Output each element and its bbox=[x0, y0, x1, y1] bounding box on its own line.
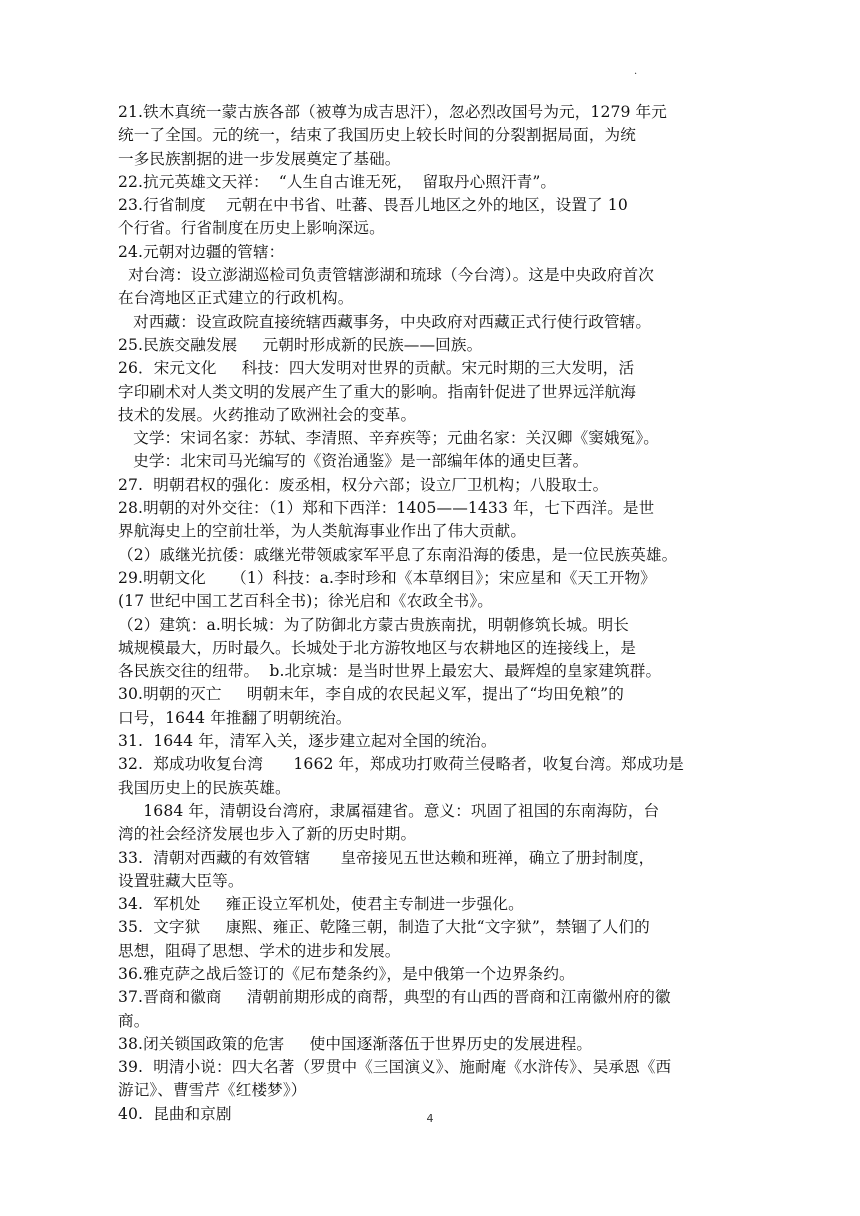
text-line: 对西藏：设宣政院直接统辖西藏事务，中央政府对西藏正式行使行政管辖。 bbox=[118, 312, 652, 331]
text-line: (17 世纪中国工艺百科全书)；徐光启和《农政全书》。 bbox=[118, 592, 493, 611]
text-line: 24.元朝对边疆的管辖： bbox=[118, 242, 285, 261]
text-line: 湾的社会经济发展也步入了新的历史时期。 bbox=[118, 825, 417, 844]
text-line: 28.明朝的对外交往：（1）郑和下西洋：1405——1433 年，七下西洋。是世 bbox=[118, 499, 655, 518]
page-body bbox=[118, 101, 744, 1126]
text-line: 29.明朝文化 （1）科技：a.李时珍和《本草纲目》；宋应星和《天工开物》 bbox=[118, 568, 656, 587]
text-line: 文学：宋词名家：苏轼、李清照、辛弃疾等；元曲名家：关汉卿《窦娥冤》。 bbox=[118, 429, 659, 448]
text-line: 32. 郑成功收复台湾 1662 年，郑成功打败荷兰侵略者，收复台湾。郑成功是 bbox=[118, 755, 684, 774]
text-line: 对台湾：设立澎湖巡检司负责管辖澎湖和琉球（今台湾）。这是中央政府首次 bbox=[118, 266, 654, 285]
text-line: 33. 清朝对西藏的有效管辖 皇帝接见五世达赖和班禅，确立了册封制度， bbox=[118, 848, 655, 867]
text-line: 游记》、曹雪芹《红楼梦》） bbox=[118, 1081, 307, 1100]
text-line: 38.闭关锁国政策的危害 使中国逐渐落伍于世界历史的发展进程。 bbox=[118, 1034, 593, 1053]
text-line: 21.铁木真统一蒙古族各部（被尊为成吉思汗），忽必烈改国号为元，1279 年元 bbox=[118, 103, 667, 121]
text-line: 界航海史上的空前壮举，为人类航海事业作出了伟大贡献。 bbox=[118, 522, 527, 541]
text-line: 39. 明清小说：四大名著（罗贯中《三国演义》、施耐庵《水浒传》、吴承恩《西 bbox=[118, 1058, 672, 1077]
text-line: 个行省。行省制度在历史上影响深远。 bbox=[118, 219, 385, 238]
text-line: 各民族交往的纽带。 b.北京城：是当时世界上最宏大、最辉煌的皇家建筑群。 bbox=[118, 662, 662, 681]
page-number: 4 bbox=[426, 1112, 434, 1125]
text-line: 22.抗元英雄文天祥： “人生自古谁无死， 留取丹心照汗青”。 bbox=[118, 172, 557, 191]
text-line: （2）建筑：a.明长城：为了防御北方蒙古贵族南扰，明朝修筑长城。明长 bbox=[118, 615, 629, 634]
text-line: 一多民族割据的进一步发展奠定了基础。 bbox=[118, 149, 401, 168]
text-line: 23.行省制度 元朝在中书省、吐蕃、畏吾儿地区之外的地区，设置了 10 bbox=[118, 196, 628, 215]
text-line: 口号，1644 年推翻了明朝统治。 bbox=[118, 708, 352, 727]
text-line: 30.明朝的灭亡 明朝末年，李自成的农民起义军，提出了“均田免粮”的 bbox=[118, 685, 624, 704]
text-line: 设置驻藏大臣等。 bbox=[118, 871, 244, 890]
text-line: 史学：北宋司马光编写的《资治通鉴》是一部编年体的通史巨著。 bbox=[118, 452, 589, 471]
text-line: 27. 明朝君权的强化：废丞相，权分六部；设立厂卫机构；八股取士。 bbox=[118, 475, 609, 494]
text-line: 35. 文字狱 康熙、雍正、乾隆三朝，制造了大批“文字狱”，禁锢了人们的 bbox=[118, 918, 650, 937]
text-line: 36.雅克萨之战后签订的《尼布楚条约》，是中俄第一个边界条约。 bbox=[118, 964, 575, 983]
text-line: 思想，阻碍了思想、学术的进步和发展。 bbox=[118, 941, 401, 960]
text-line: 技术的发展。火药推动了欧洲社会的变革。 bbox=[118, 405, 417, 424]
text-line: 26．宋元文化 科技：四大发明对世界的贡献。宋元时期的三大发明，活 bbox=[118, 359, 635, 378]
text-line: 31. 1644 年，清军入关，逐步建立起对全国的统治。 bbox=[118, 732, 497, 751]
text-line: 25.民族交融发展 元朝时形成新的民族——回族。 bbox=[118, 335, 483, 354]
text-line: 商。 bbox=[118, 1011, 150, 1030]
text-line: 1684 年，清朝设台湾府，隶属福建省。意义：巩固了祖国的东南海防，台 bbox=[118, 801, 660, 820]
text-line: 在台湾地区正式建立的行政机构。 bbox=[118, 289, 354, 308]
text-line: （2）戚继光抗倭：戚继光带领戚家军平息了东南沿海的倭患，是一位民族英雄。 bbox=[118, 545, 678, 564]
header-mark: . bbox=[634, 66, 638, 77]
text-line: 34. 军机处 雍正设立军机处，使君主专制进一步强化。 bbox=[118, 895, 524, 914]
text-line: 37.晋商和徽商 清朝前期形成的商帮，典型的有山西的晋商和江南徽州府的徽 bbox=[118, 988, 671, 1007]
text-line: 统一了全国。元的统一，结束了我国历史上较长时间的分裂割据局面，为统 bbox=[118, 126, 636, 145]
text-line: 字印刷术对人类文明的发展产生了重大的影响。指南针促进了世界远洋航海 bbox=[118, 382, 636, 401]
text-line: 我国历史上的民族英雄。 bbox=[118, 778, 291, 797]
text-line: 40. 昆曲和京剧 bbox=[118, 1104, 232, 1123]
text-line: 城规模最大，历时最久。长城处于北方游牧地区与农耕地区的连接线上，是 bbox=[118, 638, 636, 657]
